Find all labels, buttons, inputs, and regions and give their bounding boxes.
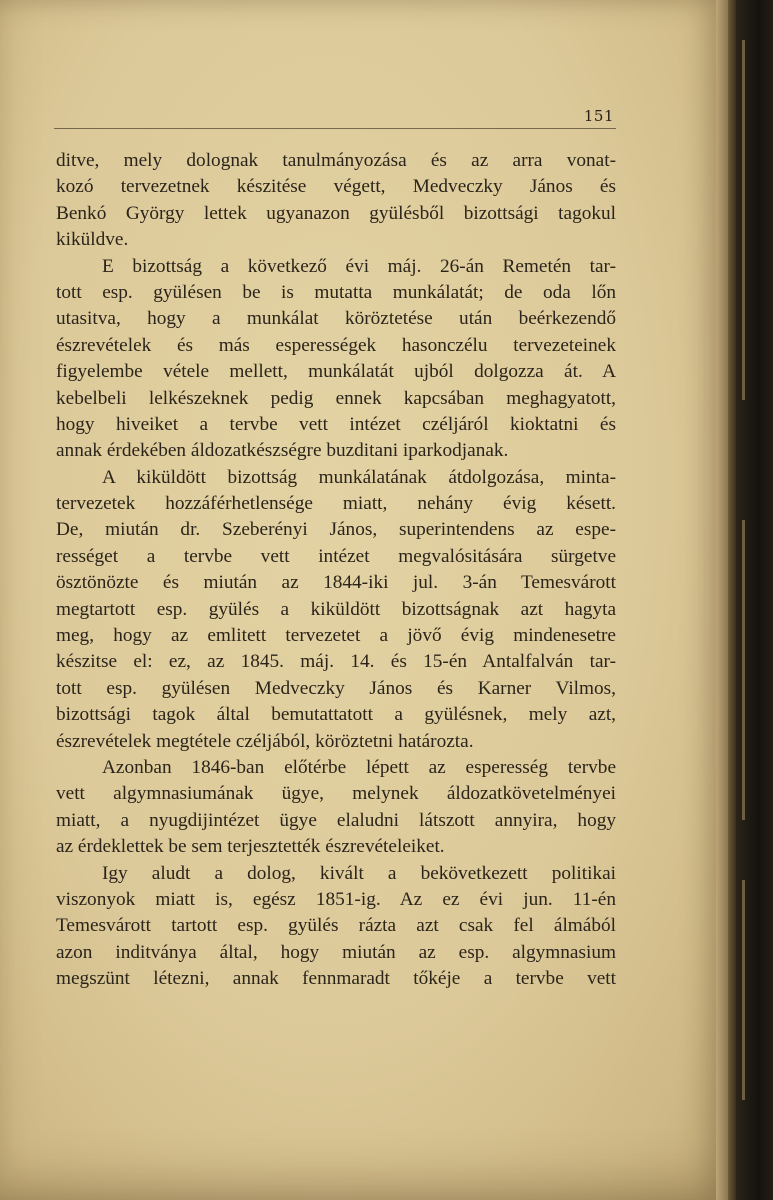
text-line: meg, hogy az emlitett tervezetet a jövő évig mindenesetre	[56, 625, 616, 647]
body-text	[56, 148, 616, 993]
page-edge	[716, 0, 728, 1200]
binding-highlight	[742, 520, 745, 820]
text-line: ösztönözte és miután az 1844-iki jul. 3-án Temesvárott	[56, 572, 616, 594]
text-line: tott esp. gyülésen Medveczky János és Karner Vilmos,	[56, 677, 616, 699]
header-rule	[54, 128, 616, 129]
text-line: miatt, a nyugdijintézet ügye elaludni látszott annyira, hogy	[56, 809, 616, 831]
text-line: tott esp. gyülésen be is mutatta munkálatát; de oda lőn	[56, 281, 616, 303]
text-line: Temesvárott tartott esp. gyülés rázta azt csak fel álmából	[56, 915, 616, 937]
text-line: azon inditványa által, hogy miután az esp. algymnasium	[56, 941, 616, 963]
text-line: E bizottság a következő évi máj. 26-án Remetén tar-	[102, 255, 616, 277]
text-line: Azonban 1846-ban előtérbe lépett az esperesség tervbe	[102, 756, 616, 778]
text-line: rességet a tervbe vett intézet megvalósitására sürgetve	[56, 545, 616, 567]
text-line: megtartott esp. gyülés a kiküldött bizottságnak azt hagyta	[56, 598, 616, 620]
binding-highlight	[742, 40, 745, 400]
text-line: észrevételek és más esperességek hasonczélu tervezeteinek	[56, 334, 616, 356]
text-line: viszonyok miatt is, egész 1851-ig. Az ez évi jun. 11-én	[56, 888, 616, 910]
text-line: vett algymnasiumának ügye, melynek áldozatkövetelményei	[56, 783, 616, 805]
text-line: kebelbeli lelkészeknek pedig ennek kapcsában meghagyatott,	[56, 387, 616, 409]
text-line: hogy hiveiket a tervbe vett intézet czéljáról kioktatni és	[56, 413, 616, 435]
text-line: az érdeklettek be sem terjesztették észrevételeiket.	[56, 836, 445, 858]
text-line: Benkó György lettek ugyanazon gyülésből bizottsági tagokul	[56, 202, 616, 224]
binding-highlight	[742, 880, 745, 1100]
text-line: bizottsági tagok által bemutattatott a gyülésnek, mely azt,	[56, 704, 616, 726]
text-line: figyelembe vétele mellett, munkálatát ujból dolgozza át. A	[56, 361, 616, 383]
text-line: annak érdekében áldozatkészségre buzditani iparkodjanak.	[56, 440, 509, 462]
text-line: készitse el: ez, az 1845. máj. 14. és 15-én Antalfalván tar-	[56, 651, 616, 673]
page-number: 151	[583, 107, 614, 125]
text-line: utasitva, hogy a munkálat köröztetése után beérkezendő	[56, 308, 616, 330]
text-line: A kiküldött bizottság munkálatának átdolgozása, minta-	[102, 466, 616, 488]
text-line: Igy aludt a dolog, kivált a bekövetkezett politikai	[102, 862, 616, 884]
text-line: tervezetek hozzáférhetlensége miatt, nehány évig késett.	[56, 493, 616, 515]
text-line: De, miután dr. Szeberényi János, superintendens az espe-	[56, 519, 616, 541]
text-line: kiküldve.	[56, 229, 129, 251]
text-line: észrevételek megtétele czéljából, köröztetni határozta.	[56, 730, 474, 752]
text-line: kozó tervezetnek készitése végett, Medveczky János és	[56, 176, 616, 198]
text-line: megszünt létezni, annak fennmaradt tőkéje a tervbe vett	[56, 968, 616, 990]
page-stack-edge	[728, 0, 736, 1200]
text-line: ditve, mely dolognak tanulmányozása és az arra vonat-	[56, 150, 616, 171]
